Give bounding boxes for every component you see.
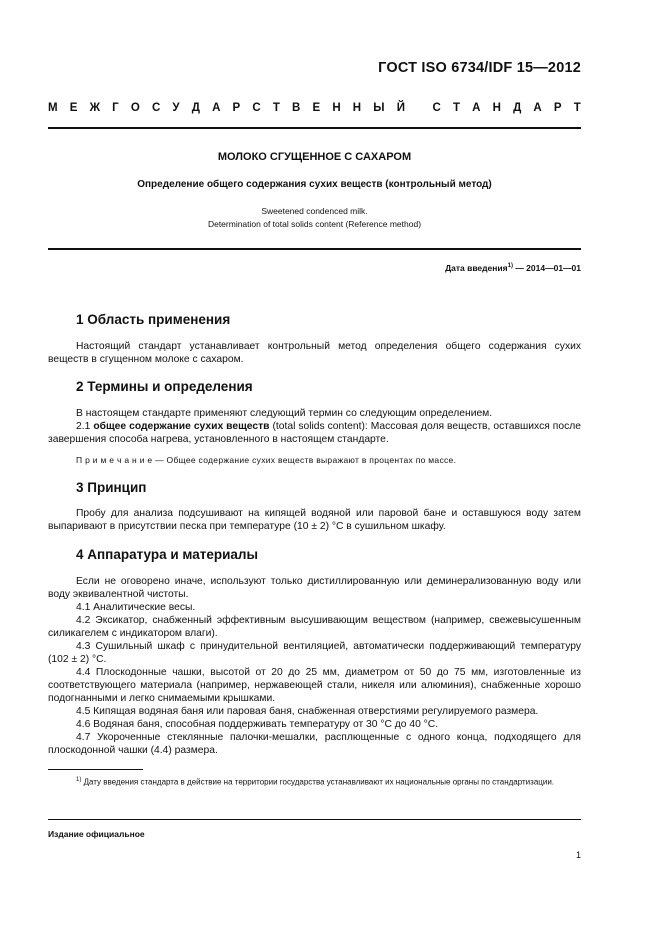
section-1-heading: 1 Область применения <box>76 312 231 327</box>
interstate-letter: Т <box>573 102 581 114</box>
introduction-date-value: — 2014—01—01 <box>512 263 581 273</box>
footnote-mark: 1) <box>76 777 82 783</box>
item-4-7: 4.7 Укороченные стеклянные палочки-мешалки, расплющенные с одного конца, подходящего для плоскодонной чашки (4.4) размера. <box>48 732 581 756</box>
section-3-heading: 3 Принцип <box>76 480 147 495</box>
interstate-letter: Р <box>232 102 241 114</box>
interstate-letter: В <box>292 102 301 114</box>
document-subtitle: Определение общего содержания сухих веществ (контрольный метод) <box>137 179 492 190</box>
item-4-3: 4.3 Сушильный шкаф с принудительной вентиляцией, автоматически поддерживающий температуру (102 ± 2) °С. <box>48 641 581 665</box>
footnote-mark: 1) <box>507 263 513 270</box>
interstate-letter: С <box>252 102 261 114</box>
item-4-5: 4.5 Кипящая водяная баня или паровая баня, снабженная отверстиями регулируемого размера. <box>76 706 539 717</box>
interstate-letter: Е <box>312 102 321 114</box>
interstate-letter: Д <box>513 102 522 114</box>
interstate-letter: А <box>472 102 481 114</box>
interstate-letter: М <box>48 102 58 114</box>
interstate-letter <box>417 102 420 114</box>
section-1-paragraph: Настоящий стандарт устанавливает контрольный метод определения общего содержания сухих веществ в сгущенном молоке с сахаром. <box>48 341 581 365</box>
interstate-standard-heading <box>48 102 581 114</box>
section-2-heading: 2 Термины и определения <box>76 379 253 394</box>
section-3-paragraph: Пробу для анализа подсушивают на кипящей водяной или паровой бане и оставшуюся воду затем выпаривают в присутствии песка при температуре (10 ± 2) °С в сушильном шкафу. <box>48 508 581 532</box>
interstate-letter: Р <box>553 102 562 114</box>
title-rule <box>48 248 581 250</box>
interstate-letter: Й <box>396 102 405 114</box>
interstate-letter: Г <box>112 102 119 114</box>
edition-label: Издание официальное <box>48 829 145 839</box>
interstate-letter: А <box>533 102 542 114</box>
footnote <box>48 774 581 789</box>
section-2-note: П р и м е ч а н и е — Общее содержание сухих веществ выражают в процентах по массе. <box>76 455 457 465</box>
interstate-letter: Т <box>272 102 280 114</box>
section-2-definition <box>48 420 581 446</box>
item-4-1: 4.1 Аналитические весы. <box>76 602 196 613</box>
interstate-letter: Д <box>191 102 200 114</box>
section-4-heading: 4 Аппаратура и материалы <box>76 547 259 562</box>
item-4-6: 4.6 Водяная баня, способная поддерживать температуру от 30 °С до 40 °С. <box>76 719 439 730</box>
footnote-divider <box>48 769 143 770</box>
definition-text: (total solids content): Массовая доля веществ, оставшихся после завершения способа нагрева, установленного в настоящем стандарте. <box>48 421 581 445</box>
introduction-date <box>445 263 581 273</box>
interstate-letter: С <box>151 102 161 114</box>
page-number: 1 <box>575 850 581 860</box>
interstate-letter: Е <box>69 102 78 114</box>
item-4-2: 4.2 Эксикатор, снабженный эффективным высушивающим веществом (например, свежевысушенным силикагелем с индикатором влаги). <box>48 615 581 639</box>
interstate-letter: О <box>130 102 140 114</box>
introduction-date-label: Дата введения <box>445 263 508 273</box>
interstate-letter: Н <box>332 102 341 114</box>
document-title: МОЛОКО СГУЩЕННОЕ С САХАРОМ <box>217 151 412 163</box>
footer-rule <box>48 819 581 820</box>
interstate-letter: Ж <box>89 102 100 114</box>
footnote-text: Дату введения стандарта в действие на территории государства устанавливают их национальные органы по стандартизации. <box>81 777 555 787</box>
interstate-letter: Н <box>492 102 501 114</box>
interstate-letter: У <box>172 102 180 114</box>
english-title-line-2: Determination of total solids content (Reference method) <box>207 219 422 229</box>
section-2-paragraph-1: В настоящем стандарте применяют следующий термин со следующим определением. <box>76 408 493 419</box>
definition-term: общее содержание сухих веществ <box>93 421 270 432</box>
interstate-letter: Н <box>352 102 362 114</box>
interstate-letter: Ы <box>373 102 385 114</box>
item-4-4: 4.4 Плоскодонные чашки, высотой от 20 до 25 мм, диаметром от 50 до 75 мм, изготовленные из соответствующего материала (например, нержавеющей стали, никеля или алюминия), снабженные хорошо подогнанными и легко снимаемыми крышками. <box>48 667 581 704</box>
english-title-line-1: Sweetened condenced milk. <box>261 206 368 216</box>
definition-number: 2.1 <box>76 421 94 432</box>
section-4-intro: Если не оговорено иначе, используют только дистиллированную или деминерализованную воду или воду эквивалентной чистоты. <box>48 576 581 600</box>
interstate-letter: Т <box>452 102 460 114</box>
interstate-letter: С <box>432 102 441 114</box>
standard-code: ГОСТ ISO 6734/IDF 15—2012 <box>378 60 581 76</box>
header-rule <box>48 127 581 129</box>
interstate-letter: А <box>212 102 221 114</box>
